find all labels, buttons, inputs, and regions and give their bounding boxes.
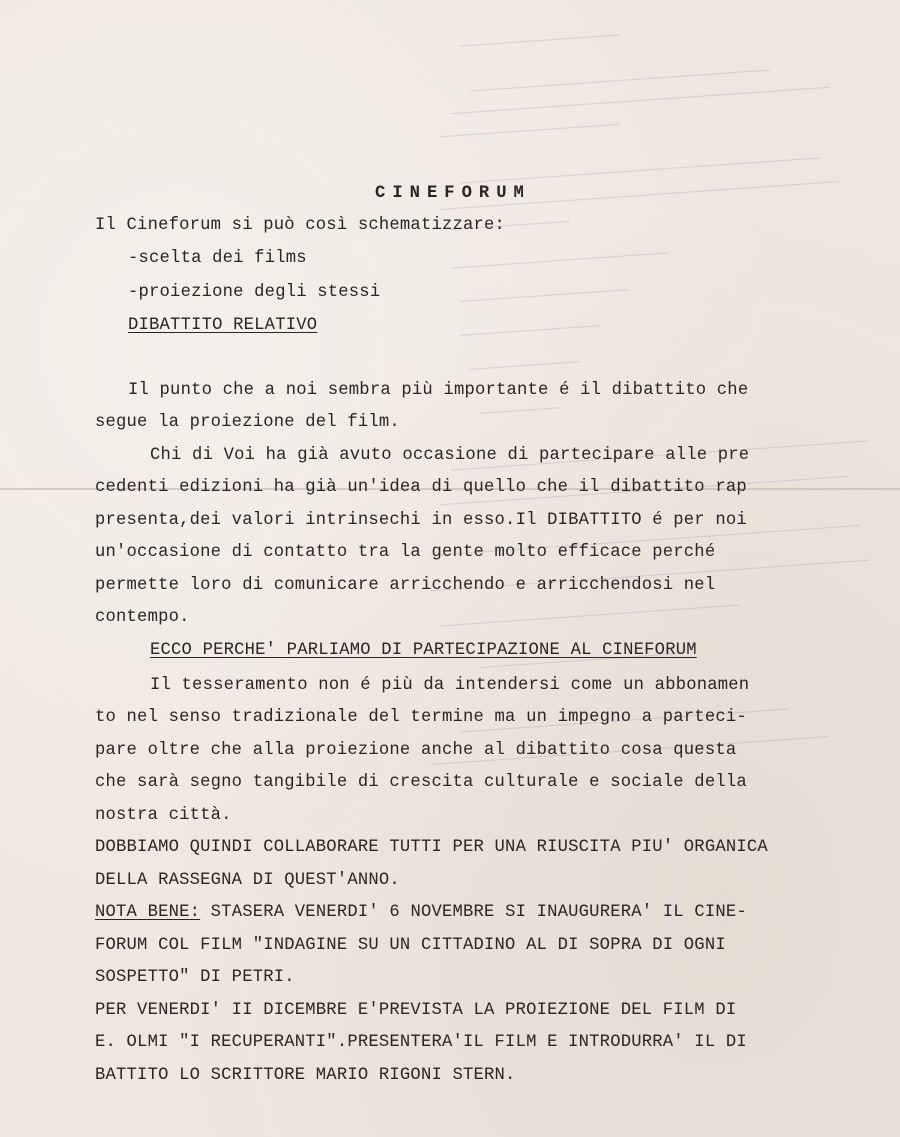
paragraph-line: Chi di Voi ha già avuto occasione di partecipare alle pre	[150, 446, 750, 465]
appeal-line: DELLA RASSEGNA DI QUEST'ANNO.	[95, 871, 400, 890]
paragraph-line: Il tesseramento non é più da intendersi come un abbonamen	[150, 676, 750, 695]
paragraph-line: pare oltre che alla proiezione anche al dibattito cosa questa	[95, 741, 737, 760]
notice-line: FORUM COL FILM "INDAGINE SU UN CITTADINO AL DI SOPRA DI OGNI	[95, 936, 726, 955]
notice-line: SOSPETTO" DI PETRI.	[95, 968, 295, 987]
list-item-proiezione: -proiezione degli stessi	[128, 283, 381, 302]
notice-line: E. OLMI "I RECUPERANTI".PRESENTERA'IL FILM E INTRODURRA' IL DI	[95, 1033, 747, 1052]
paragraph-line: presenta,dei valori intrinsechi in esso.Il DIBATTITO é per noi	[95, 511, 747, 530]
list-item-dibattito: DIBATTITO RELATIVO	[128, 316, 318, 335]
nota-bene-label: NOTA BENE:	[95, 903, 201, 922]
appeal-line: DOBBIAMO QUINDI COLLABORARE TUTTI PER UNA RIUSCITA PIU' ORGANICA	[95, 838, 768, 857]
section-heading: ECCO PERCHE' PARLIAMO DI PARTECIPAZIONE AL CINEFORUM	[150, 641, 697, 660]
intro-line: Il Cineforum si può così schematizzare:	[95, 216, 506, 235]
paragraph-line: che sarà segno tangibile di crescita culturale e sociale della	[95, 773, 747, 792]
paragraph-line: Il punto che a noi sembra più importante é il dibattito che	[128, 381, 749, 400]
notice-line: BATTITO LO SCRITTORE MARIO RIGONI STERN.	[95, 1066, 516, 1085]
paragraph-line: contempo.	[95, 608, 190, 627]
list-item-scelta: -scelta dei films	[128, 249, 307, 268]
paragraph-line: permette loro di comunicare arricchendo e arricchendosi nel	[95, 576, 716, 595]
nota-bene-line	[95, 903, 747, 923]
nota-bene-text: STASERA VENERDI' 6 NOVEMBRE SI INAUGURERA' IL CINE-	[210, 903, 747, 922]
paragraph-line: un'occasione di contatto tra la gente molto efficace perché	[95, 543, 716, 562]
document-title: CINEFORUM	[375, 184, 531, 203]
notice-line: PER VENERDI' II DICEMBRE E'PREVISTA LA PROIEZIONE DEL FILM DI	[95, 1001, 737, 1020]
paragraph-line: segue la proiezione del film.	[95, 413, 400, 432]
paragraph-line: to nel senso tradizionale del termine ma un impegno a parteci-	[95, 708, 747, 727]
paragraph-line: nostra città.	[95, 806, 232, 825]
paragraph-line: cedenti edizioni ha già un'idea di quello che il dibattito rap	[95, 478, 747, 497]
